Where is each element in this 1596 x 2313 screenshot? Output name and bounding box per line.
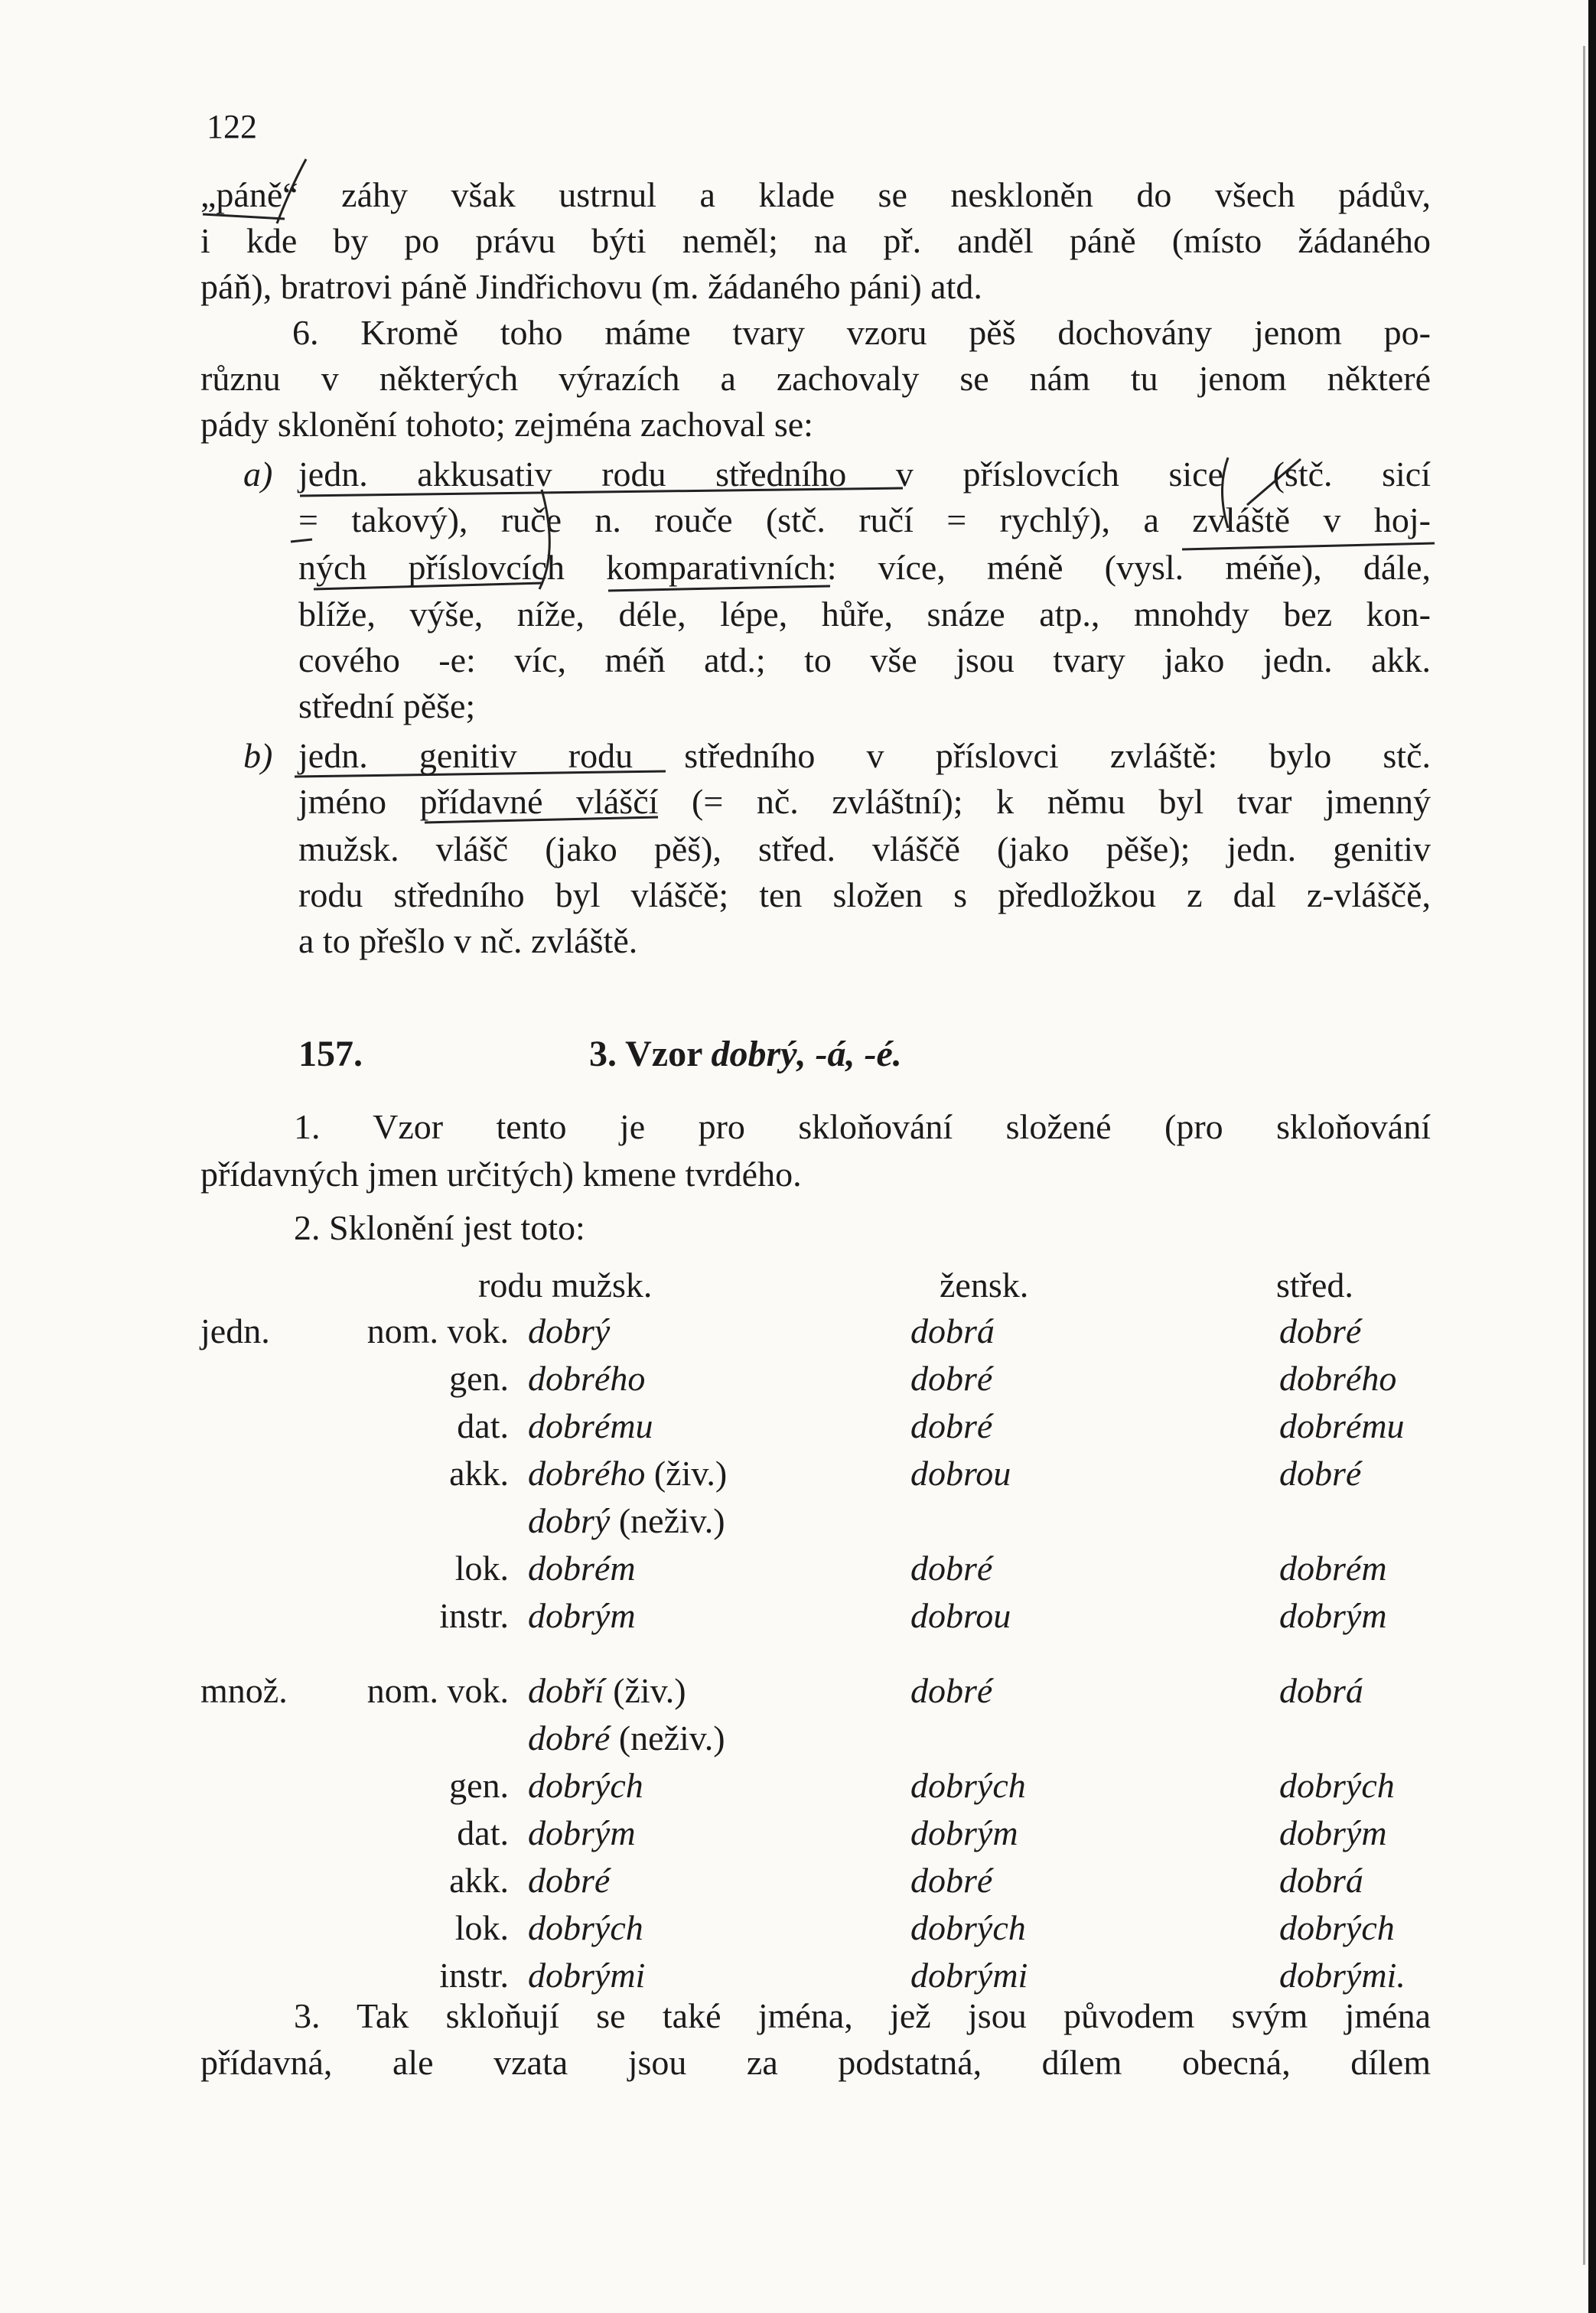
case-label: nom. vok. bbox=[366, 1311, 509, 1350]
intro-line-2: i kde by po právu býti neměl; na př. anděl páně (místo žádaného bbox=[200, 221, 1431, 260]
neuter-form: dobrá bbox=[1279, 1861, 1363, 1900]
neuter-form: dobrá bbox=[1279, 1671, 1363, 1710]
item-b-line-4: rodu středního byl vláščě; ten složen s předložkou z dal z-vláščě, bbox=[298, 875, 1431, 914]
item-a-line-6: střední pěše; bbox=[298, 686, 476, 725]
item-a-line-5: cového -e: víc, méň atd.; to vše jsou tvary jako jedn. akk. bbox=[298, 640, 1431, 679]
neuter-form: dobrého bbox=[1279, 1359, 1397, 1398]
masculine-form bbox=[528, 1668, 686, 1714]
masculine-word: dobrému bbox=[528, 1406, 653, 1445]
header-masculine: rodu mužsk. bbox=[478, 1266, 653, 1305]
header-feminine: žensk. bbox=[940, 1266, 1029, 1305]
item-b-line-5: a to přešlo v nč. zvláště. bbox=[298, 921, 638, 960]
feminine-form: dobré bbox=[910, 1861, 993, 1900]
section-title-word: dobrý, -á, -é. bbox=[711, 1034, 902, 1074]
animacy-note: (živ.) bbox=[653, 1454, 728, 1493]
masculine-form bbox=[528, 1308, 610, 1354]
para3-line-2: přídavná, ale vzata jsou za podstatná, dílem obecná, dílem bbox=[200, 2043, 1431, 2082]
masculine-word: dobrého bbox=[528, 1359, 646, 1398]
section-number: 157. bbox=[298, 1034, 363, 1074]
masculine-word: dobrý bbox=[528, 1501, 611, 1540]
masculine-form bbox=[528, 1810, 636, 1856]
item-b-line-3: mužsk. vlášč (jako pěš), střed. vláščě (jako pěše); jedn. genitiv bbox=[298, 829, 1431, 868]
neuter-form: dobrých bbox=[1279, 1766, 1395, 1805]
masculine-word: dobrých bbox=[528, 1766, 643, 1805]
animacy-note: (neživ.) bbox=[618, 1501, 725, 1540]
neuter-form: dobrým bbox=[1279, 1813, 1387, 1852]
neuter-form: dobrému bbox=[1279, 1406, 1405, 1445]
masculine-word: dobré bbox=[528, 1861, 611, 1900]
masculine-word: dobrých bbox=[528, 1908, 643, 1947]
case-label: instr. bbox=[439, 1596, 509, 1635]
item-a-line-1: jedn. akkusativ rodu středního v příslovcích sice (stč. sicí bbox=[298, 454, 1431, 494]
case-label: instr. bbox=[439, 1956, 509, 1995]
masculine-word: dobrého bbox=[528, 1454, 646, 1493]
para6-line-1: 6. Kromě toho máme tvary vzoru pěš dochovány jenom po- bbox=[292, 313, 1431, 352]
para2-line: 2. Sklonění jest toto: bbox=[294, 1208, 585, 1247]
masculine-word: dobrým bbox=[528, 1596, 636, 1635]
masculine-form bbox=[528, 1403, 653, 1449]
case-label: akk. bbox=[449, 1454, 509, 1493]
case-label: gen. bbox=[449, 1766, 509, 1805]
masculine-word: dobrý bbox=[528, 1311, 611, 1350]
neuter-form: dobré bbox=[1279, 1311, 1362, 1350]
item-b-label: b) bbox=[243, 736, 273, 775]
animacy-note: (živ.) bbox=[613, 1671, 686, 1710]
section-title-prefix: 3. Vzor bbox=[589, 1034, 702, 1074]
neuter-form: dobrým bbox=[1279, 1596, 1387, 1635]
masculine-form bbox=[528, 1905, 643, 1951]
intro-line-3: páň), bratrovi páně Jindřichovu (m. žádaného páni) atd. bbox=[200, 267, 982, 306]
feminine-form: dobrou bbox=[910, 1596, 1011, 1635]
masculine-word: dobrém bbox=[528, 1549, 636, 1588]
case-label: dat. bbox=[457, 1813, 509, 1852]
case-label: dat. bbox=[457, 1406, 509, 1445]
feminine-form: dobrých bbox=[910, 1766, 1026, 1805]
feminine-form: dobrým bbox=[910, 1813, 1018, 1852]
item-a-line-4: blíže, výše, níže, déle, lépe, hůře, snáze atp., mnohdy bez kon- bbox=[298, 595, 1431, 634]
masculine-form bbox=[528, 1356, 645, 1402]
animacy-note: (neživ.) bbox=[618, 1718, 725, 1758]
item-a-line-3: ných příslovcích komparativních: více, méně (vysl. méňe), dále, bbox=[298, 548, 1431, 587]
masculine-form bbox=[528, 1593, 636, 1639]
feminine-form: dobré bbox=[910, 1359, 993, 1398]
masculine-word: dobrými bbox=[528, 1956, 646, 1995]
feminine-form: dobré bbox=[910, 1549, 993, 1588]
feminine-form: dobrá bbox=[910, 1311, 995, 1350]
masculine-word: dobrým bbox=[528, 1813, 636, 1852]
neuter-form: dobrých bbox=[1279, 1908, 1395, 1947]
case-label: lok. bbox=[454, 1908, 509, 1947]
page-edge-line bbox=[1583, 46, 1585, 2265]
item-a-line-2: = takový), ruče n. rouče (stč. ručí = rychlý), a zvláště v hoj- bbox=[298, 500, 1431, 539]
case-label: akk. bbox=[449, 1861, 509, 1900]
masculine-form bbox=[528, 1858, 610, 1904]
feminine-form: dobrých bbox=[910, 1908, 1026, 1947]
neuter-form: dobrými. bbox=[1279, 1956, 1405, 1995]
masculine-word: dobré bbox=[528, 1718, 611, 1758]
page-number: 122 bbox=[207, 108, 257, 145]
feminine-form: dobrými bbox=[910, 1956, 1028, 1995]
masculine-word: dobří bbox=[528, 1671, 604, 1710]
case-label: lok. bbox=[454, 1549, 509, 1588]
intro-line-1: „páně“ záhy však ustrnul a klade se neskloněn do všech pádův, bbox=[200, 175, 1431, 214]
case-label: gen. bbox=[449, 1359, 509, 1398]
feminine-form: dobrou bbox=[910, 1454, 1011, 1493]
page-edge-shadow bbox=[1588, 0, 1596, 2313]
case-label: nom. vok. bbox=[366, 1671, 509, 1710]
para1-line-2: přídavných jmen určitých) kmene tvrdého. bbox=[200, 1155, 802, 1194]
header-neuter: střed. bbox=[1276, 1266, 1353, 1305]
item-a-label: a) bbox=[243, 454, 273, 494]
feminine-form: dobré bbox=[910, 1671, 993, 1710]
para6-line-2: různu v některých výrazích a zachovaly se nám tu jenom některé bbox=[200, 359, 1431, 398]
masculine-form bbox=[528, 1451, 727, 1497]
masculine-form bbox=[528, 1715, 725, 1761]
neuter-form: dobré bbox=[1279, 1454, 1362, 1493]
section-title bbox=[589, 1033, 902, 1075]
masculine-form bbox=[528, 1546, 636, 1591]
para1-line-1: 1. Vzor tento je pro skloňování složené (pro skloňování bbox=[294, 1107, 1431, 1146]
para3-line-1: 3. Tak skloňují se také jména, jež jsou původem svým jména bbox=[294, 1996, 1431, 2035]
number-label-plural: množ. bbox=[200, 1671, 288, 1710]
number-label-singular: jedn. bbox=[200, 1311, 270, 1350]
masculine-form bbox=[528, 1953, 645, 1999]
masculine-form bbox=[528, 1763, 643, 1809]
feminine-form: dobré bbox=[910, 1406, 993, 1445]
masculine-form bbox=[528, 1498, 725, 1544]
para6-line-3: pády sklonění tohoto; zejména zachoval se: bbox=[200, 405, 813, 444]
item-b-line-2: jméno přídavné vláščí (= nč. zvláštní); k němu byl tvar jmenný bbox=[298, 782, 1431, 821]
neuter-form: dobrém bbox=[1279, 1549, 1387, 1588]
item-b-line-1: jedn. genitiv rodu středního v příslovci zvláště: bylo stč. bbox=[298, 736, 1431, 775]
